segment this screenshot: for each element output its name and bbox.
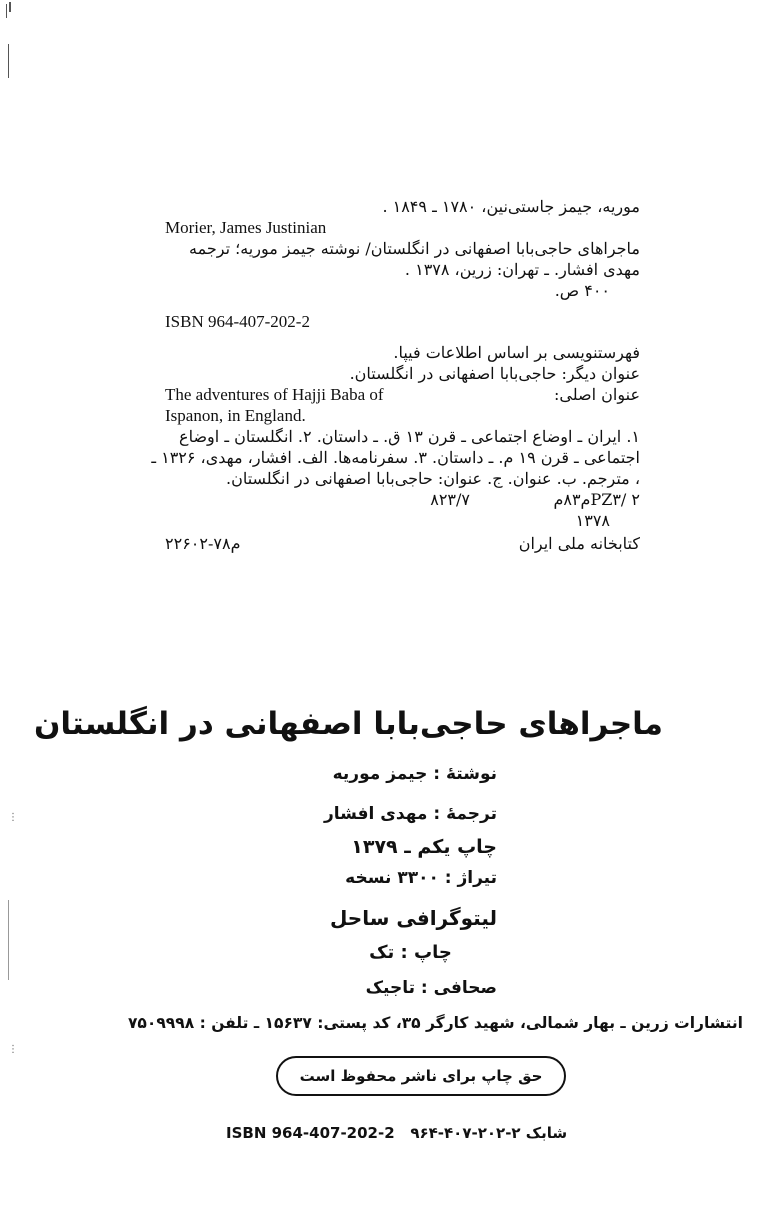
margin-dots: ⋮ xyxy=(8,1044,18,1055)
book-title: ماجراهای حاجی‌بابا اصفهانی در انگلستان xyxy=(33,706,663,742)
cip-author-fa: موریه، جیمز جاستی‌نین، ۱۷۸۰ ـ ۱۸۴۹ . xyxy=(382,197,640,216)
credit-edition: چاپ یکم ـ ۱۳۷۹ xyxy=(351,836,497,858)
cip-original-title-en: Ispanon, in England. xyxy=(165,406,306,425)
publisher-address: انتشارات زرین ـ بهار شمالی، شهید کارگر ۳۵، کد پستی: ۱۵۶۳۷ ـ تلفن : ۷۵۰۹۹۹۸ xyxy=(127,1014,743,1032)
cip-original-title-label: عنوان اصلی: xyxy=(554,385,640,404)
cip-title-line: مهدی افشار. ـ تهران: زرین، ۱۳۷۸ . xyxy=(404,260,640,279)
cip-class-year: ۱۳۷۸ xyxy=(575,511,610,530)
credit-print-run: تیراژ : ۳۳۰۰ نسخه xyxy=(345,868,497,888)
cip-subjects: ۱. ایران ـ اوضاع اجتماعی ـ قرن ۱۳ ق. ـ داستان. ۲. انگلستان ـ اوضاع xyxy=(179,427,640,446)
credit-binding: صحافی : تاجیک xyxy=(365,978,497,998)
cip-subjects: اجتماعی ـ قرن ۱۹ م. ـ داستان. ۳. سفرنامه‌ها. الف. افشار، مهدی، ۱۳۲۶ ـ xyxy=(151,448,640,467)
cip-class-lc: PZ۳/ ۲م۸۳م xyxy=(553,490,640,509)
cip-library-number: م۷۸-۲۲۶۰۲ xyxy=(165,534,241,553)
copyright-notice-box xyxy=(276,1056,566,1096)
isbn-line xyxy=(226,1124,567,1142)
cip-original-title-en: The adventures of Hajji Baba of xyxy=(165,385,384,404)
cip-title-line: ماجراهای حاجی‌بابا اصفهانی در انگلستان/ نوشته جیمز موریه؛ ترجمه xyxy=(189,239,640,258)
cip-pages: ۴۰۰ ص. xyxy=(554,281,610,300)
cip-class-dewey: ۸۲۳/۷ xyxy=(430,490,470,509)
cataloging-block xyxy=(151,196,640,554)
credit-translator: ترجمهٔ : مهدی افشار xyxy=(323,804,497,824)
cip-fipa-note: فهرستنویسی بر اساس اطلاعات فیپا. xyxy=(393,343,640,362)
cip-other-title: عنوان دیگر: حاجی‌بابا اصفهانی در انگلستان. xyxy=(349,364,640,383)
cip-original-title-row xyxy=(165,384,640,405)
isbn-latin: ISBN 964-407-202-2 xyxy=(226,1124,395,1142)
cip-subjects: ، مترجم. ب. عنوان. ج. عنوان: حاجی‌بابا اصفهانی در انگلستان. xyxy=(225,469,640,488)
margin-dots: ⋮ xyxy=(8,812,18,823)
cip-library-row xyxy=(165,533,640,554)
credit-printing: چاپ : تک xyxy=(369,942,452,963)
cip-classification-row xyxy=(165,489,640,510)
copyright-notice: حق چاپ برای ناشر محفوظ است xyxy=(299,1067,543,1085)
cip-library: کتابخانه ملی ایران xyxy=(518,534,640,553)
cip-isbn: ISBN 964-407-202-2 xyxy=(165,312,310,331)
credit-author: نوشتهٔ : جیمز موریه xyxy=(332,764,497,784)
cip-author-en: Morier, James Justinian xyxy=(165,218,327,237)
credits-list xyxy=(324,764,497,1008)
credit-lithography: لیتوگرافی ساحل xyxy=(329,906,497,930)
isbn-persian: شابک ۲-۲۰۲-۴۰۷-۹۶۴ xyxy=(410,1124,568,1142)
